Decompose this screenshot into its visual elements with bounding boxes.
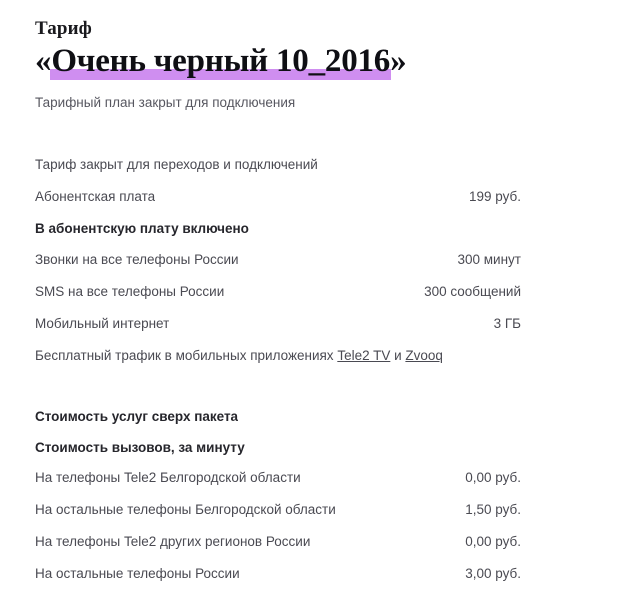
- tariff-details-list: [35, 156, 521, 597]
- row-value: 1,50 руб.: [465, 502, 521, 518]
- tariff-status-note: Тарифный план закрыт для подключения: [35, 95, 296, 110]
- row-value: 3 ГБ: [493, 315, 521, 331]
- row-label: [35, 347, 443, 365]
- title-text-highlighted: Очень черный 10_2016: [51, 43, 391, 79]
- table-row: [35, 565, 521, 597]
- row-label: На телефоны Tele2 Белгородской области: [35, 470, 301, 486]
- title-open-quote: «: [35, 43, 52, 79]
- row-label: Стоимость услуг сверх пакета: [35, 408, 239, 424]
- row-label: На остальные телефоны России: [35, 565, 240, 581]
- row-value: 0,00 руб.: [465, 470, 521, 486]
- table-row: [35, 188, 521, 220]
- table-row: [35, 469, 521, 501]
- title-close-quote: »: [390, 43, 407, 79]
- link-zvooq[interactable]: Zvooq: [405, 347, 443, 363]
- table-row: [35, 315, 521, 347]
- page-header: [35, 18, 605, 81]
- row-value: 300 минут: [457, 252, 521, 268]
- table-row: [35, 501, 521, 533]
- row-label: Абонентская плата: [35, 188, 156, 204]
- section-subheading-call-cost: [35, 439, 521, 469]
- row-label: На телефоны Tele2 других регионов России: [35, 533, 311, 549]
- page-kicker: Тариф: [35, 18, 92, 39]
- row-value: 300 сообщений: [424, 284, 521, 300]
- link-tele2-tv[interactable]: Tele2 TV: [337, 347, 391, 363]
- row-value: 0,00 руб.: [465, 533, 521, 549]
- row-label: Тариф закрыт для переходов и подключений: [35, 157, 318, 172]
- row-value: 199 руб.: [468, 188, 521, 204]
- free-traffic-row: [35, 347, 521, 379]
- table-row: [35, 251, 521, 283]
- section-heading-extra-cost: [35, 408, 521, 440]
- row-label: На остальные телефоны Белгородской области: [35, 502, 336, 518]
- free-traffic-text-between: и: [390, 347, 406, 363]
- section-heading-included: [35, 220, 521, 252]
- row-value: 3,00 руб.: [465, 565, 521, 581]
- table-row: [35, 156, 521, 188]
- row-label: Звонки на все телефоны России: [35, 252, 239, 268]
- row-label: Мобильный интернет: [35, 315, 170, 331]
- free-traffic-text-before: Бесплатный трафик в мобильных приложениях: [35, 347, 338, 363]
- table-row: [35, 533, 521, 565]
- page-title: [35, 41, 605, 81]
- row-label: В абонентскую плату включено: [35, 220, 249, 236]
- table-row: [35, 283, 521, 315]
- row-label: SMS на все телефоны России: [35, 284, 225, 300]
- row-label: Стоимость вызовов, за минуту: [35, 440, 245, 456]
